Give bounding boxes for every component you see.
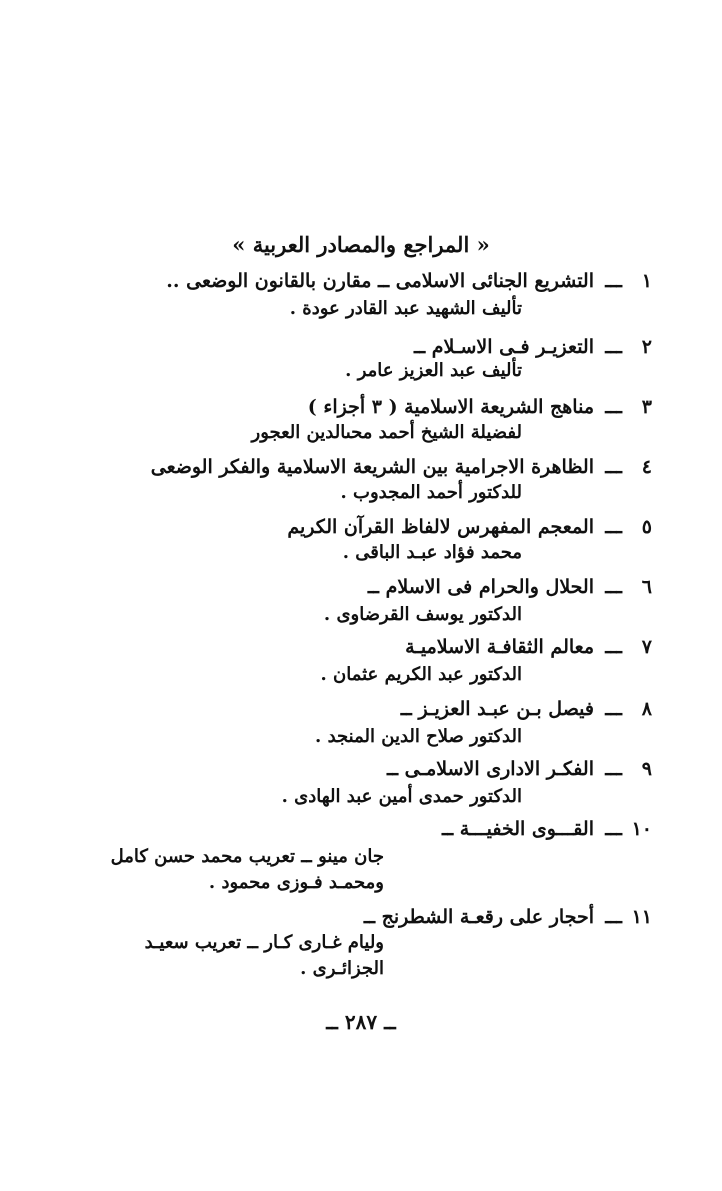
entry-author: تأليف عبد العزيز عامر . xyxy=(345,360,522,381)
entry-dash: ـــ xyxy=(605,758,622,780)
entry-author: محمد فؤاد عبـد الباقى . xyxy=(342,542,522,563)
entry-title: القـــوى الخفيـــة ــ xyxy=(442,818,594,840)
entry-author: تأليف الشهيد عبد القادر عودة . xyxy=(289,298,522,319)
entry-title: مناهج الشريعة الاسلامية ( ٣ أجزاء ) xyxy=(307,396,594,418)
entry-dash: ـــ xyxy=(605,396,622,418)
entry-title: التعزيـر فـى الاسـلام ــ xyxy=(414,336,594,358)
entry-author: الجزائـرى . xyxy=(300,958,384,979)
entry-title: فيصل بـن عبـد العزيـز ــ xyxy=(400,698,594,720)
entry-title: المعجم المفهرس لالفاظ القرآن الكريم xyxy=(287,516,594,538)
entry-author: للدكتور أحمد المجدوب . xyxy=(340,482,522,503)
entry-number: ٩ xyxy=(641,758,652,780)
section-heading: « المراجع والمصادر العربية » xyxy=(232,232,490,257)
entry-number: ٤ xyxy=(641,456,652,478)
entry-number: ٦ xyxy=(641,576,652,598)
entry-number: ٥ xyxy=(641,516,652,538)
entry-number: ٧ xyxy=(641,636,652,658)
entry-dash: ـــ xyxy=(605,270,622,292)
entry-title: أحجار على رقعـة الشطرنج ــ xyxy=(363,906,594,928)
entry-dash: ـــ xyxy=(605,818,622,840)
entry-dash: ـــ xyxy=(605,698,622,720)
entry-number: ١ xyxy=(641,270,652,292)
entry-author: الدكتور يوسف القرضاوى . xyxy=(323,604,522,625)
entry-author: وليام غـارى كـار ــ تعريب سعيـد xyxy=(144,932,384,953)
entry-title: التشريع الجنائى الاسلامى ــ مقارن بالقانون الوضعى .. xyxy=(166,270,594,292)
entry-title: الفكـر الادارى الاسلامـى ــ xyxy=(386,758,594,780)
page-number: ــ ٢٨٧ ــ xyxy=(326,1010,396,1034)
entry-dash: ـــ xyxy=(605,636,622,658)
entry-author: جان مينو ــ تعريب محمد حسن كامل xyxy=(110,846,384,867)
entry-title: معالم الثقافـة الاسلاميـة xyxy=(405,636,594,658)
entry-number: ١٠ xyxy=(631,818,652,840)
entry-author: الدكتور حمدى أمين عبد الهادى . xyxy=(281,786,522,807)
entry-dash: ـــ xyxy=(605,906,622,928)
entry-dash: ـــ xyxy=(605,516,622,538)
entry-author: ومحمـد فـوزى محمود . xyxy=(208,872,384,893)
entry-number: ٢ xyxy=(641,336,652,358)
entry-number: ١١ xyxy=(631,906,652,928)
entry-title: الحلال والحرام فى الاسلام ــ xyxy=(367,576,594,598)
entry-author: لفضيلة الشيخ أحمد محىالدين العجور xyxy=(251,422,522,443)
entry-number: ٣ xyxy=(641,396,652,418)
entry-dash: ـــ xyxy=(605,576,622,598)
entry-number: ٨ xyxy=(641,698,652,720)
entry-author: الدكتور عبد الكريم عثمان . xyxy=(320,664,522,685)
entry-dash: ـــ xyxy=(605,336,622,358)
entry-dash: ـــ xyxy=(605,456,622,478)
entry-title: الظاهرة الاجرامية بين الشريعة الاسلامية والفكر الوضعى xyxy=(150,456,594,478)
entry-author: الدكتور صلاح الدين المنجد . xyxy=(315,726,522,747)
